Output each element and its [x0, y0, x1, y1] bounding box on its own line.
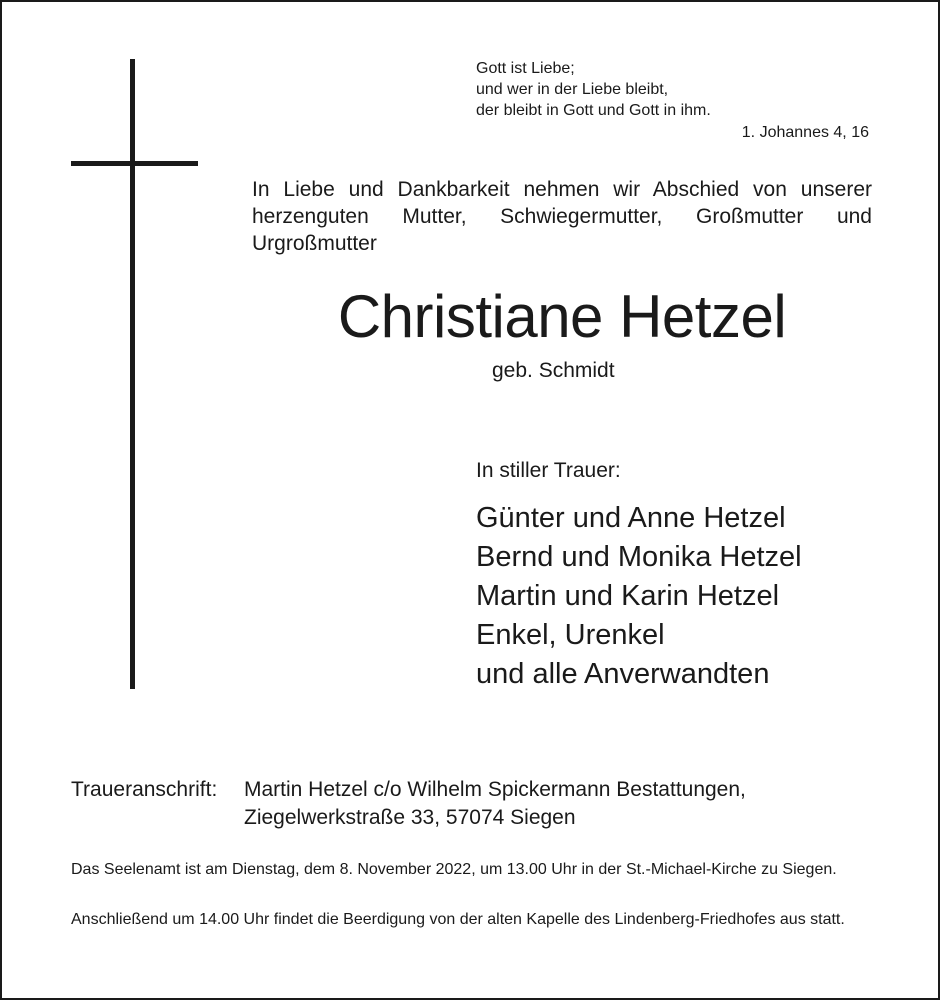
mourner-entry: Martin und Karin Hetzel [476, 580, 780, 612]
verse-line: und wer in der Liebe bleibt, [476, 81, 669, 98]
birth-name: geb. Schmidt [492, 359, 615, 382]
mourner-entry: Günter und Anne Hetzel [476, 502, 786, 534]
verse-reference: 1. Johannes 4, 16 [741, 124, 869, 141]
deceased-name: Christiane Hetzel [337, 283, 787, 350]
mourning-address [71, 776, 746, 832]
mourner-entry: Bernd und Monika Hetzel [476, 541, 802, 573]
intro-text: In Liebe und Dankbarkeit nehmen wir Abschied von unserer herzenguten Mutter, Schwiegermutter, Großmutter und Urgroßmutter [252, 178, 872, 255]
bible-verse [476, 58, 711, 121]
verse-line: der bleibt in Gott und Gott in ihm. [476, 102, 711, 119]
cross-horizontal-bar [71, 161, 198, 166]
requiem-info: Das Seelenamt ist am Dienstag, dem 8. November 2022, um 13.00 Uhr in der St.-Michael-Kirche zu Siegen. [71, 861, 837, 878]
mourners-list [476, 499, 802, 694]
verse-line: Gott ist Liebe; [476, 60, 575, 77]
mourning-label: In stiller Trauer: [476, 459, 621, 482]
cross-vertical-bar [130, 59, 135, 689]
mourner-entry: Enkel, Urenkel [476, 619, 665, 651]
address-line-1: Martin Hetzel c/o Wilhelm Spickermann Bestattungen, [244, 778, 746, 801]
address-line-2: Ziegelwerkstraße 33, 57074 Siegen [244, 806, 576, 829]
mourner-entry: und alle Anverwandten [476, 658, 770, 690]
burial-info: Anschließend um 14.00 Uhr findet die Beerdigung von der alten Kapelle des Lindenberg-Friedhofes aus statt. [71, 911, 845, 928]
address-label: Traueranschrift: [71, 778, 218, 801]
